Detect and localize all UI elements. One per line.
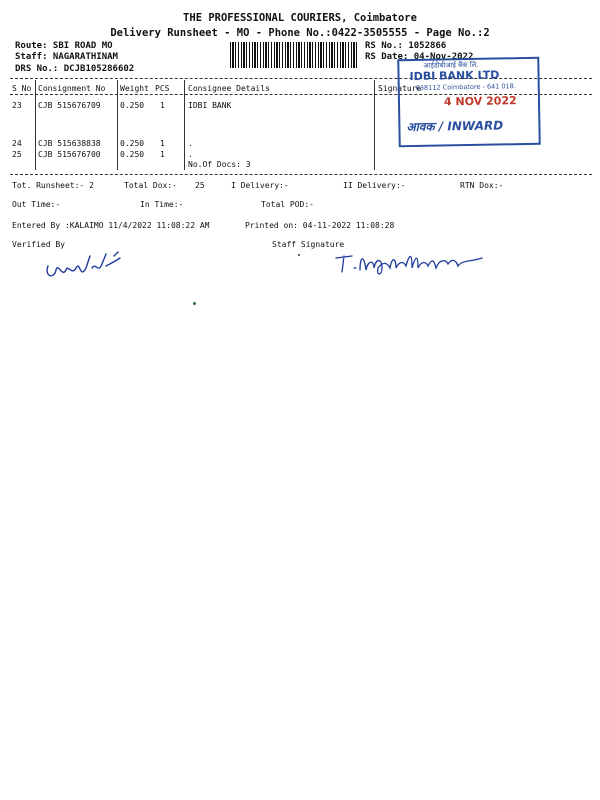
total-dox-value: 25 — [195, 181, 205, 190]
document-title: THE PROFESSIONAL COURIERS, Coimbatore — [183, 12, 417, 24]
staff-signature-label: Staff Signature — [272, 240, 345, 249]
rtn-dox: RTN Dox:- — [460, 181, 504, 190]
ii-delivery: II Delivery:- — [343, 181, 406, 190]
rs-date: RS Date: 04-Nov-2022 — [365, 52, 474, 62]
column-divider — [35, 80, 36, 170]
divider-bottom — [10, 174, 592, 175]
column-divider — [374, 80, 375, 170]
stamp-bank-name: IDBI BANK LTD — [409, 68, 500, 84]
column-header-sno: S No — [12, 84, 32, 93]
table-row-weight: 0.250 — [120, 139, 145, 148]
staff-signature-image — [330, 246, 500, 280]
barcode-image — [230, 42, 358, 68]
table-row-weight: 0.250 — [120, 101, 145, 110]
out-time: Out Time:- — [12, 200, 61, 209]
total-pod: Total POD:- — [261, 200, 314, 209]
table-row-weight: 0.250 — [120, 150, 145, 159]
entered-by: Entered By :KALAIMO 11/4/2022 11:08:22 AM — [12, 221, 210, 230]
table-row-pcs: 1 — [160, 150, 165, 159]
table-row-consignee: IDBI BANK — [188, 101, 232, 110]
inward-stamp — [397, 57, 541, 147]
table-row-sno: 25 — [12, 150, 22, 159]
column-divider — [117, 80, 118, 170]
column-header-pcs: PCS — [155, 84, 170, 93]
total-dox-label: Total Dox:- — [124, 181, 177, 190]
drs-number: DRS No.: DCJB105286602 — [15, 64, 135, 74]
stamp-inward: आवक / INWARD — [406, 118, 504, 135]
table-row-sno: 23 — [12, 101, 22, 110]
stamp-date: 4 NOV 2022 — [443, 94, 517, 109]
route-label: Route: SBI ROAD MO — [15, 41, 113, 51]
column-header-signature: Signature — [378, 84, 422, 93]
table-row-consignment: CJB 515676709 — [38, 101, 101, 110]
stray-mark — [193, 302, 196, 305]
in-time: In Time:- — [140, 200, 184, 209]
table-row-sno: 24 — [12, 139, 22, 148]
verifier-signature — [40, 248, 130, 288]
tot-runsheet: Tot. Runsheet:- 2 — [12, 181, 94, 190]
table-row-pcs: 1 — [160, 139, 165, 148]
document-subtitle: Delivery Runsheet - MO - Phone No.:0422-3505555 - Page No.:2 — [110, 27, 490, 39]
stamp-hindi-name: आईडीबीआई बैंक लि. — [423, 60, 479, 70]
i-delivery: I Delivery:- — [231, 181, 289, 190]
rs-number: RS No.: 1052866 — [365, 41, 447, 51]
table-row-consignment: CJB 515638838 — [38, 139, 101, 148]
printed-on: Printed on: 04-11-2022 11:08:28 — [245, 221, 395, 230]
table-row-pcs: 1 — [160, 101, 165, 110]
no-of-docs: No.Of Docs: 3 — [188, 160, 251, 169]
table-row-consignee: . — [188, 139, 193, 148]
table-row-consignment: CJB 515676700 — [38, 150, 101, 159]
stamp-address: 638112 Coimbatore - 641 018. — [415, 82, 516, 92]
staff-label: Staff: NAGARATHINAM — [15, 52, 118, 62]
table-row-consignee: . — [188, 150, 193, 159]
column-divider — [184, 80, 185, 170]
column-header-weight: Weight — [120, 84, 149, 93]
column-header-consignee: Consignee Details — [188, 84, 270, 93]
stray-mark — [298, 254, 300, 256]
column-header-consignment: Consignment No — [38, 84, 106, 93]
verified-by-label: Verified By — [12, 240, 65, 249]
